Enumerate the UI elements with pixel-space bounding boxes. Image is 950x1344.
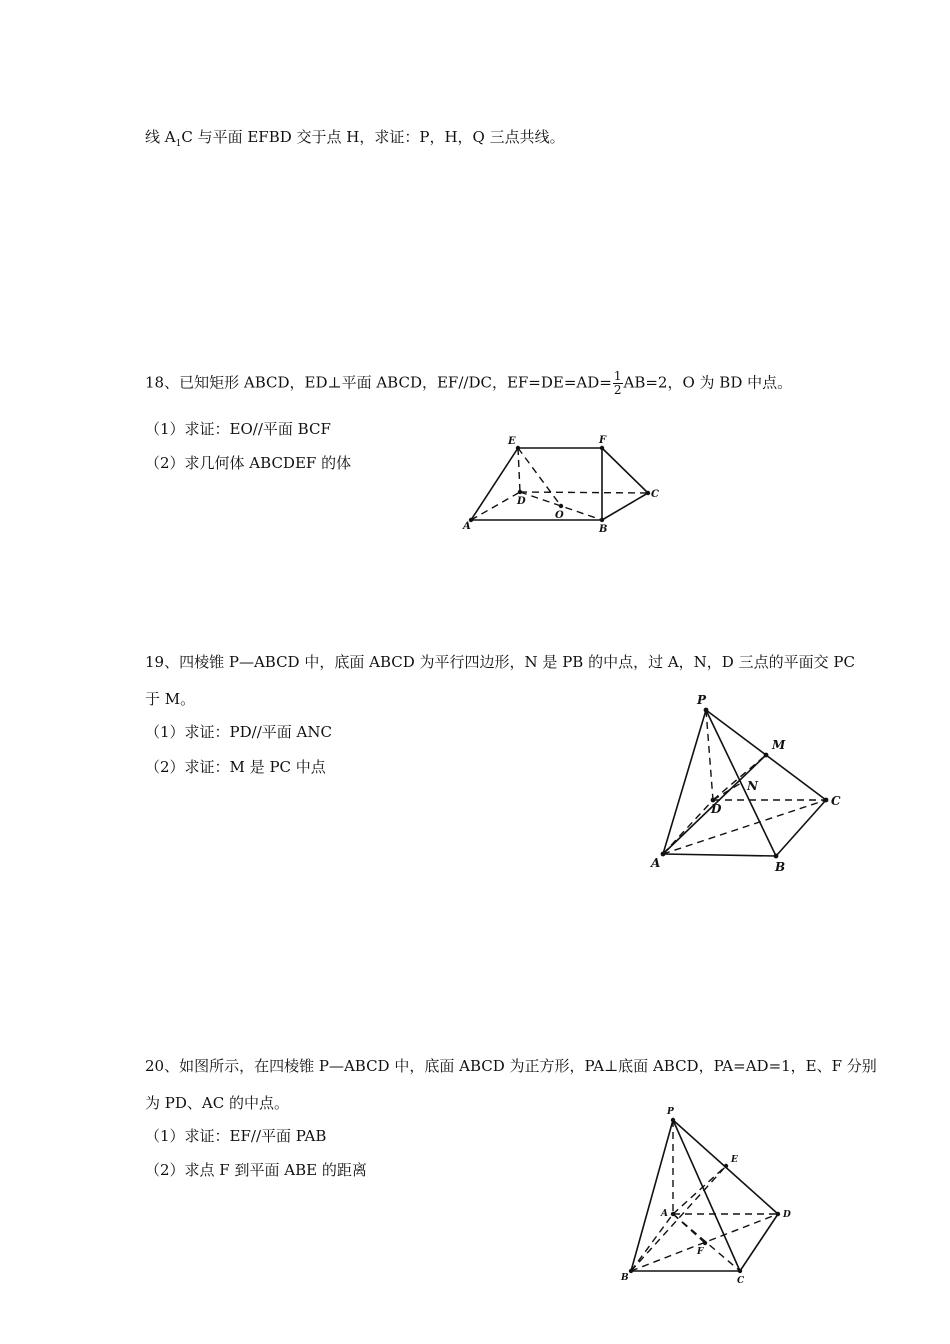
q18-label-o: O bbox=[555, 510, 564, 521]
q20-label-c: C bbox=[737, 1276, 745, 1286]
q20-label-f: F bbox=[697, 1247, 704, 1257]
q18-part2: （2）求几何体 ABCDEF 的体 bbox=[145, 454, 352, 472]
q19-label-d: D bbox=[711, 802, 722, 816]
q20-stem-1: 20、如图所示，在四棱锥 P—ABCD 中，底面 ABCD 为正方形，PA⊥底面 ABCD，PA=AD=1，E、F 分别 bbox=[145, 1057, 877, 1075]
q18-stem-post: AB=2，O 为 BD 中点。 bbox=[623, 373, 793, 392]
q18-label-d: D bbox=[517, 496, 526, 507]
q20-label-p: P bbox=[667, 1107, 674, 1117]
q18-label-e: E bbox=[508, 436, 516, 447]
q18-frac-den: 2 bbox=[613, 383, 622, 397]
q19-stem-1: 19、四棱锥 P—ABCD 中，底面 ABCD 为平行四边形，N 是 PB 的中点，过 A，N，D 三点的平面交 PC bbox=[145, 653, 855, 671]
q19-label-n: N bbox=[747, 779, 758, 793]
q19-label-p: P bbox=[697, 693, 707, 707]
q20-point-a bbox=[671, 1212, 675, 1216]
q18-part1: （1）求证：EO//平面 BCF bbox=[145, 420, 331, 438]
q19-label-m: M bbox=[772, 738, 786, 752]
q19-label-c: C bbox=[831, 794, 841, 808]
q20-label-a: A bbox=[661, 1209, 668, 1219]
q18-stem-pre: 18、已知矩形 ABCD，ED⊥平面 ABCD，EF//DC，EF=DE=AD= bbox=[145, 373, 612, 392]
q17-suffix: C 与平面 EFBD 交于点 H，求证：P，H，Q 三点共线。 bbox=[181, 128, 565, 146]
q18-label-b: B bbox=[599, 524, 608, 535]
q17-prefix: 线 A bbox=[145, 128, 176, 146]
q19-part2: （2）求证：M 是 PC 中点 bbox=[145, 758, 326, 776]
q18-frac-num: 1 bbox=[613, 369, 622, 383]
q20-stem-2: 为 PD、AC 的中点。 bbox=[145, 1094, 289, 1112]
q20-point-p bbox=[671, 1118, 675, 1122]
q20-label-b: B bbox=[621, 1273, 629, 1283]
q17-subscript: 1 bbox=[175, 139, 182, 149]
q20-point-c bbox=[738, 1269, 742, 1273]
q20-point-f bbox=[703, 1241, 707, 1245]
q20-label-d: D bbox=[783, 1210, 791, 1220]
q18-label-a: A bbox=[463, 521, 471, 532]
q20-part2: （2）求点 F 到平面 ABE 的距离 bbox=[145, 1161, 367, 1179]
q19-label-b: B bbox=[775, 860, 786, 874]
q19-part1: （1）求证：PD//平面 ANC bbox=[145, 723, 332, 741]
q19-stem-2: 于 M。 bbox=[145, 690, 196, 708]
q20-point-b bbox=[629, 1269, 633, 1273]
q18-label-c: C bbox=[651, 489, 659, 500]
q18-label-f: F bbox=[599, 435, 607, 446]
q20-part1: （1）求证：EF//平面 PAB bbox=[145, 1127, 327, 1145]
q20-point-d bbox=[776, 1212, 780, 1216]
q20-point-e bbox=[724, 1164, 728, 1168]
q20-solid-edges bbox=[631, 1120, 778, 1271]
q19-label-a: A bbox=[651, 856, 661, 870]
q20-label-e: E bbox=[731, 1155, 738, 1165]
